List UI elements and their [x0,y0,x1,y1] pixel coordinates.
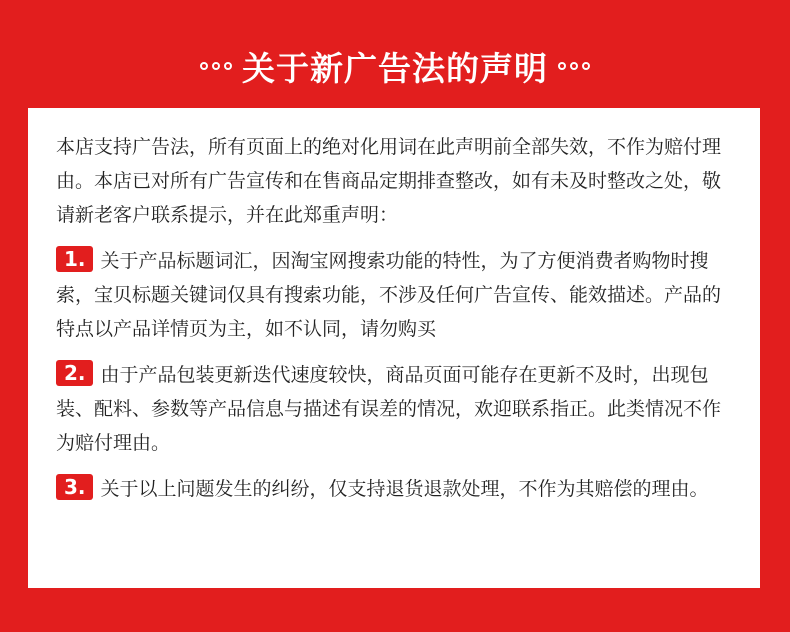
circle-icon [582,62,590,70]
page-title: 关于新广告法的声明 [242,48,548,88]
circle-icon [200,62,208,70]
statement-content [56,130,736,518]
statement-panel [28,108,760,588]
item-number-badge: 3. [56,474,93,500]
statement-item-2 [56,358,736,460]
statement-item-1 [56,244,736,346]
circle-icon [570,62,578,70]
intro-paragraph: 本店支持广告法，所有页面上的绝对化用词在此声明前全部失效，不作为赔付理由。本店已对所有广告宣传和在售商品定期排查整改，如有未及时整改之处，敬请新老客户联系提示，并在此郑重声明： [56,136,722,226]
item-text: 由于产品包装更新迭代速度较快，商品页面可能存在更新不及时，出现包装、配料、参数等产品信息与描述有误差的情况，欢迎联系指正。此类情况不作为赔付理由。 [56,364,722,454]
circle-icon [224,62,232,70]
item-text: 关于产品标题词汇，因淘宝网搜索功能的特性，为了方便消费者购物时搜索，宝贝标题关键词仅具有搜索功能，不涉及任何广告宣传、能效描述。产品的特点以产品详情页为主，如不认同，请勿购买 [56,250,722,340]
decorative-dots-right [558,62,590,70]
statement-item-3 [56,472,736,506]
item-number-badge: 2. [56,360,93,386]
circle-icon [558,62,566,70]
header [0,38,790,94]
item-number-badge: 1. [56,246,93,272]
item-text: 关于以上问题发生的纠纷，仅支持退货退款处理，不作为其赔偿的理由。 [100,478,709,500]
circle-icon [212,62,220,70]
decorative-dots-left [200,62,232,70]
